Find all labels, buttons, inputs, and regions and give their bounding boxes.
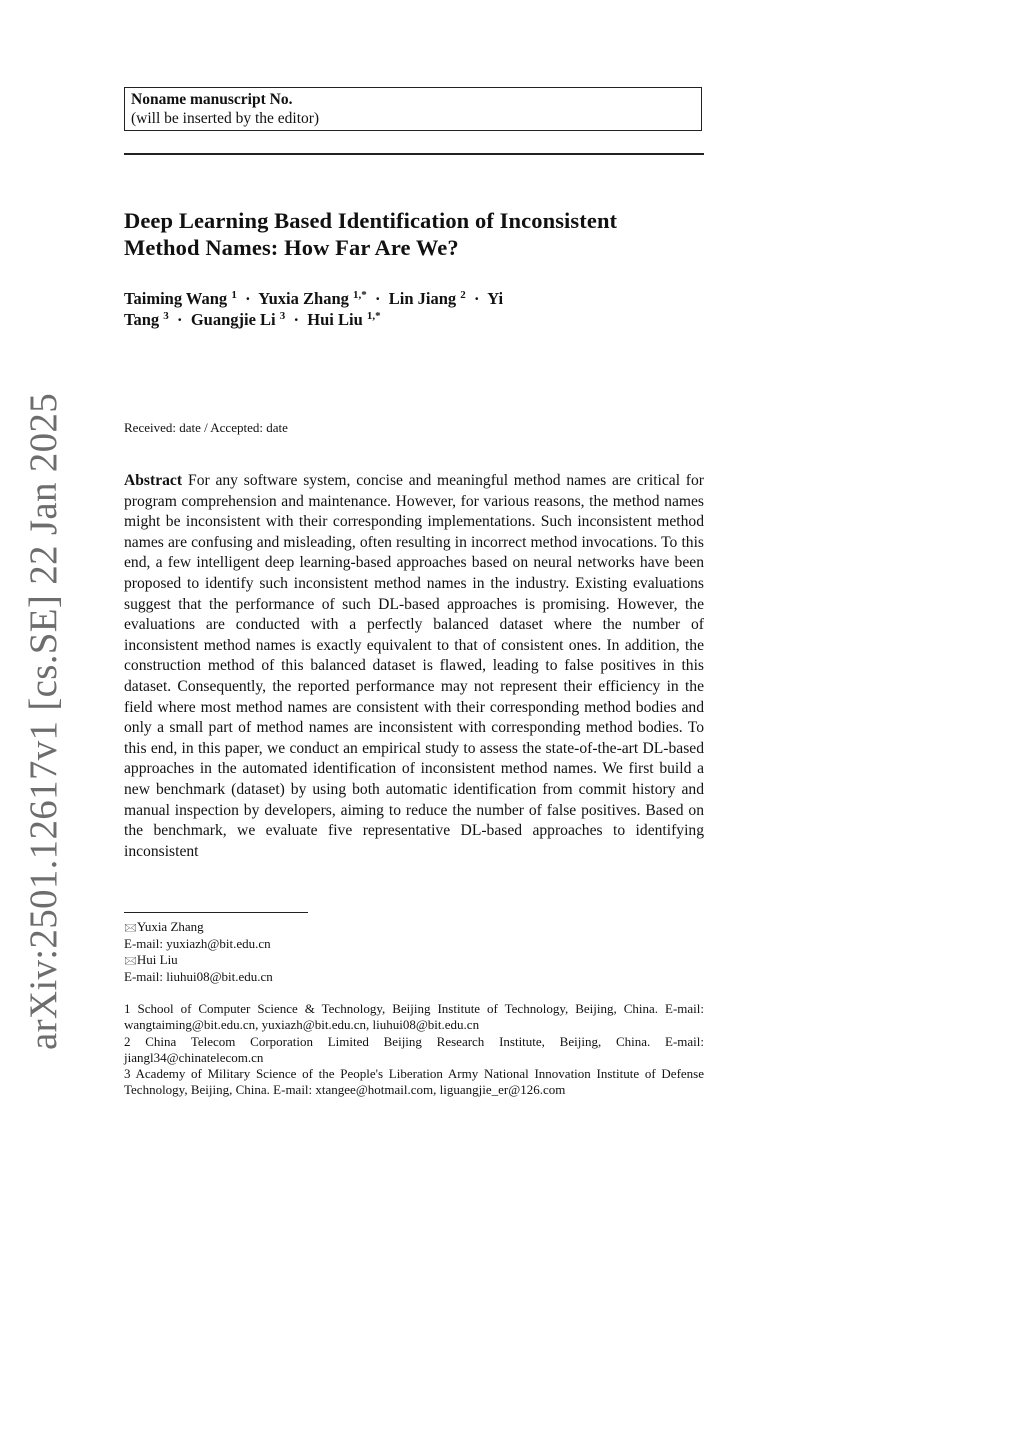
affiliation-2: 2 China Telecom Corporation Limited Beijing Research Institute, Beijing, China. E-mail: jiangl34@chinatelecom.cn: [124, 1033, 704, 1065]
contact-name: Yuxia Zhang: [136, 919, 204, 934]
title-line-2: Method Names: How Far Are We?: [124, 235, 459, 260]
author-separator: ·: [172, 310, 187, 329]
author-separator: ·: [370, 289, 385, 308]
header-rule: [124, 153, 704, 155]
author-affiliation-mark: 1: [231, 289, 237, 301]
author-name: Yi Tang: [124, 289, 504, 329]
author-name: Hui Liu: [307, 310, 363, 329]
envelope-icon: 🖂: [124, 921, 137, 934]
contact-email: E-mail: yuxiazh@bit.edu.cn: [124, 936, 271, 951]
affiliation-1: 1 School of Computer Science & Technology, Beijing Institute of Technology, Beijing, China. E-mail: wangtaiming@bit.edu.cn, yuxiazh@bit.edu.cn, liuhui08@bit.edu.cn: [124, 1001, 704, 1033]
author-affiliation-mark: 1,*: [366, 310, 381, 322]
contact-name: Hui Liu: [136, 952, 178, 967]
abstract: [124, 471, 704, 862]
author-separator: ·: [240, 289, 255, 308]
footnote-rule: [124, 912, 308, 913]
author-affiliation-mark: 3: [163, 310, 169, 322]
author-list: [124, 288, 504, 330]
author-name: Taiming Wang: [124, 289, 228, 308]
contact-name-row: [124, 919, 704, 936]
author-separator: ·: [289, 310, 304, 329]
author-name: Yuxia Zhang: [258, 289, 349, 308]
contact-name-row: [124, 952, 704, 969]
arxiv-identifier-stamp: arXiv:2501.12617v1 [cs.SE] 22 Jan 2025: [22, 393, 65, 1050]
manuscript-label: Noname manuscript No.: [131, 91, 293, 108]
author-affiliation-mark: 2: [460, 289, 466, 301]
manuscript-number-box: [124, 87, 702, 131]
author-separator: ·: [469, 289, 484, 308]
received-accepted-dates: Received: date / Accepted: date: [124, 420, 288, 435]
author-name: Lin Jiang: [388, 289, 457, 308]
contact-email: E-mail: liuhui08@bit.edu.cn: [124, 969, 273, 984]
affiliations: [124, 1001, 704, 1099]
paper-title: [124, 207, 704, 261]
author-name: Guangjie Li: [190, 310, 276, 329]
abstract-text: For any software system, concise and meaningful method names are critical for program comprehension and maintenance. However, for various reasons, the method names might be inconsistent with their corresponding implementations. Such inconsistent method names are confusing and misleading, often resulting in incorrect method invocations. To this end, a few intelligent deep learning-based approaches based on neural networks have been proposed to identify such inconsistent method names in the industry. Existing evaluations suggest that the performance of such DL-based approaches is promising. However, the evaluations are conducted with a perfectly balanced dataset where the number of inconsistent method names is exactly equivalent to that of consistent ones. In addition, the construction method of this balanced dataset is flawed, leading to false positives in this dataset. Consequently, the reported performance may not represent their efficiency in the field where most method names are consistent with their corresponding method bodies and only a small part of method names are inconsistent with corresponding method bodies. To this end, in this paper, we conduct an empirical study to assess the state-of-the-art DL-based approaches in the automated identification of inconsistent method names. We first build a new benchmark (dataset) by using both automatic identification from commit history and manual inspection by developers, aiming to reduce the number of false positives. Based on the benchmark, we evaluate five representative DL-based approaches to identifying inconsistent: [124, 472, 704, 860]
affiliation-3: 3 Academy of Military Science of the People's Liberation Army National Innovation Institute of Defense Technology, Beijing, China. E-mail: xtangee@hotmail.com, liguangjie_er@126.com: [124, 1066, 704, 1098]
abstract-label: Abstract: [124, 472, 183, 489]
corresponding-contacts: [124, 919, 704, 985]
author-affiliation-mark: 3: [279, 310, 286, 322]
manuscript-note: (will be inserted by the editor): [131, 110, 320, 127]
envelope-icon: 🖂: [124, 954, 137, 967]
author-affiliation-mark: 1,*: [353, 289, 367, 301]
title-line-1: Deep Learning Based Identification of Inconsistent: [124, 208, 618, 233]
